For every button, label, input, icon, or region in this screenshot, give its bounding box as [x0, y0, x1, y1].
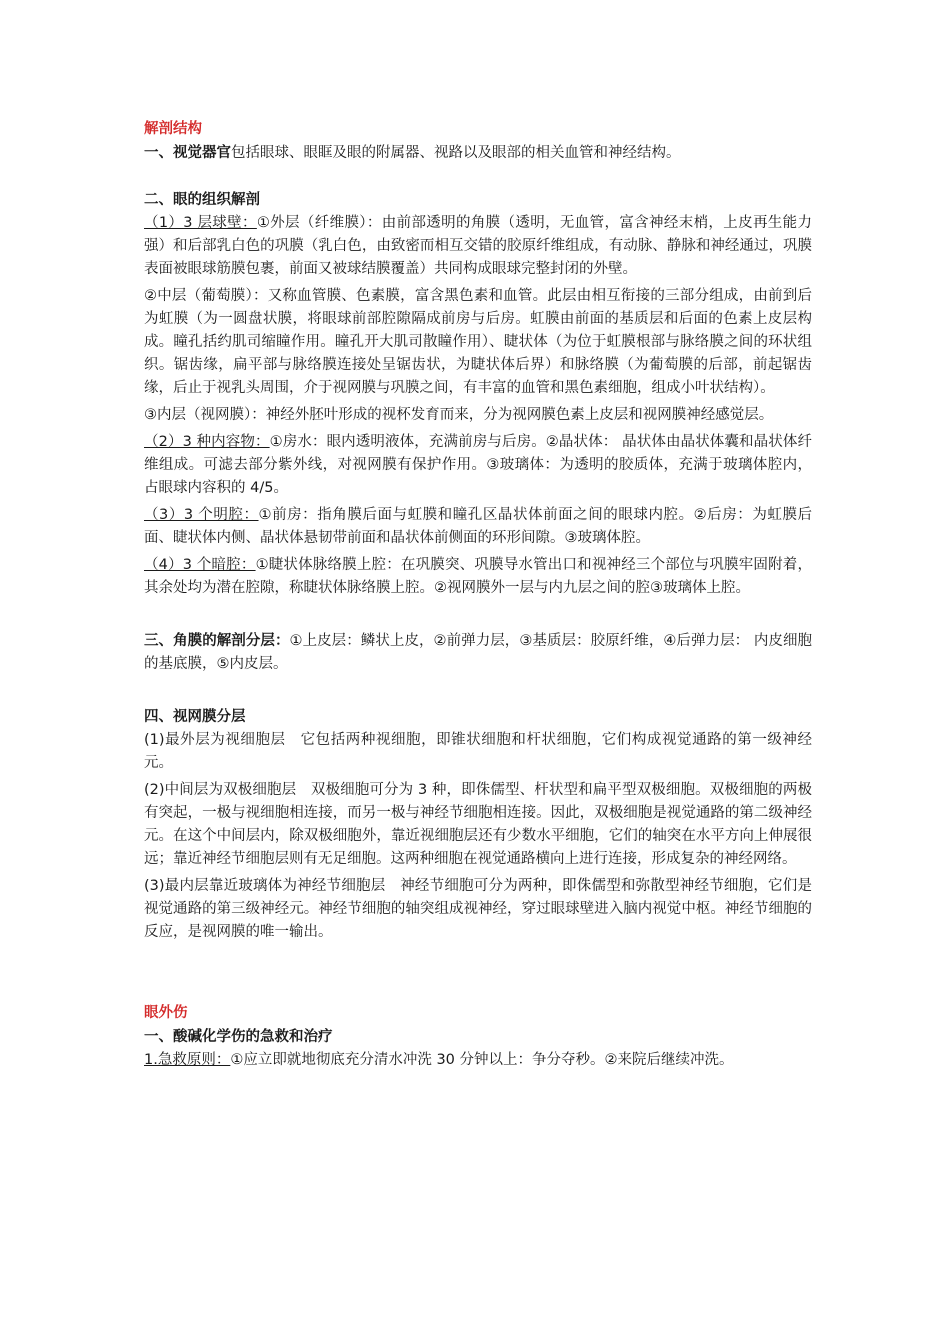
heading-visual-organ: 一、视觉器官 — [144, 145, 231, 161]
label-open-cavities: （3）3 个明腔： — [144, 507, 259, 523]
section-title-eye-trauma: 眼外伤 — [144, 1005, 188, 1021]
label-first-aid: 1.急救原则： — [144, 1052, 231, 1068]
paragraph-middle-layer: ②中层（葡萄膜）：又称血管膜、色素膜，富含黑色素和血管。此层由相互衔接的三部分组成，由前到后为虹膜（为一圆盘状膜，将眼球前部腔隙隔成前房与后房。虹膜由前面的基质层和后面的色素上皮层构成。瞳孔括约肌司缩瞳作用。瞳孔开大肌司散瞳作用）、睫状体（为位于虹膜根部与脉络膜之间的环状组织。锯齿缘，扁平部与脉络膜连接处呈锯齿状，为睫状体后界）和脉络膜（为葡萄膜的后部，前起锯齿缘，后止于视乳头周围，介于视网膜与巩膜之间，有丰富的血管和黑色素细胞，组成小叶状结构）。 — [144, 288, 812, 396]
text-contents: ①房水：眼内透明液体，充满前房与后房。②晶状体： 晶状体由晶状体囊和晶状体纤维组成。可滤去部分紫外线，对视网膜有保护作用。③玻璃体：为透明的胶质体，充满于玻璃体腔内， 占眼球内容积的 4/5。 — [144, 434, 812, 496]
heading-cornea-layers: 三、角膜的解剖分层： — [144, 633, 290, 649]
text-visual-organ: 包括眼球、眼眶及眼的附属器、视路以及眼部的相关血管和神经结构。 — [231, 145, 681, 161]
text-closed-cavities: ①睫状体脉络膜上腔：在巩膜突、巩膜导水管出口和视神经三个部位与巩膜牢固附着，其余处均为潜在腔隙，称睫状体脉络膜上腔。②视网膜外一层与内九层之间的腔③玻璃体上腔。 — [144, 557, 812, 596]
text-eyeball-wall: ①外层（纤维膜）：由前部透明的角膜（透明，无血管，富含神经末梢，上皮再生能力强）和后部乳白色的巩膜（乳白色，由致密而相互交错的胶原纤维组成，有动脉、静脉和神经通过，巩膜表面被眼球筋膜包裹，前面又被球结膜覆盖）共同构成眼球完整封闭的外壁。 — [144, 215, 813, 277]
heading-chemical-injury: 一、酸碱化学伤的急救和治疗 — [144, 1029, 333, 1045]
label-contents: （2）3 种内容物： — [144, 434, 270, 450]
text-cornea-layers: ①上皮层：鳞状上皮，②前弹力层，③基质层：胶原纤维，④后弹力层： 内皮细胞的基底膜，⑤内皮层。 — [144, 633, 813, 672]
paragraph-open-cavities — [144, 504, 812, 550]
paragraph-retina-outer: (1)最外层为视细胞层 它包括两种视细胞，即锥状细胞和杆状细胞，它们构成视觉通路的第一级神经元。 — [144, 732, 812, 771]
paragraph-inner-layer: ③内层（视网膜）：神经外胚叶形成的视杯发育而来，分为视网膜色素上皮层和视网膜神经感觉层。 — [144, 407, 774, 423]
paragraph-visual-organ — [144, 142, 812, 165]
paragraph-retina-middle: (2)中间层为双极细胞层 双极细胞可分为 3 种，即侏儒型、杆状型和扁平型双极细胞。双极细胞的两极有突起，一极与视细胞相连接，而另一极与神经节细胞相连接。因此，双极细胞是视觉通路的第二级神经元。在这个中间层内，除双极细胞外，靠近视细胞层还有少数水平细胞，它们的轴突在水平方向上伸展很远；靠近神经节细胞层则有无足细胞。这两种细胞在视觉通路横向上进行连接，形成复杂的神经网络。 — [144, 782, 812, 867]
text-open-cavities: ①前房：指角膜后面与虹膜和瞳孔区晶状体前面之间的眼球内腔。②后房：为虹膜后面、睫状体内侧、晶状体悬韧带前面和晶状体前侧面的环形间隙。③玻璃体腔。 — [144, 507, 813, 546]
document-page — [144, 118, 812, 1076]
heading-eye-tissue: 二、眼的组织解剖 — [144, 192, 260, 208]
section-title-anatomy: 解剖结构 — [144, 121, 202, 137]
paragraph-closed-cavities — [144, 554, 812, 600]
paragraph-cornea-layers — [144, 630, 812, 676]
label-closed-cavities: （4）3 个暗腔： — [144, 557, 256, 573]
paragraph-contents — [144, 431, 812, 500]
heading-retina-layers: 四、视网膜分层 — [144, 709, 246, 725]
paragraph-eyeball-wall — [144, 212, 812, 281]
text-first-aid: ①应立即就地彻底充分清水冲洗 30 分钟以上：争分夺秒。②来院后继续冲洗。 — [230, 1052, 734, 1068]
paragraph-first-aid — [144, 1049, 812, 1072]
label-eyeball-wall: （1）3 层球壁： — [144, 215, 257, 231]
paragraph-retina-inner: (3)最内层靠近玻璃体为神经节细胞层 神经节细胞可分为两种，即侏儒型和弥散型神经节细胞，它们是视觉通路的第三级神经元。神经节细胞的轴突组成视神经，穿过眼球壁进入脑内视觉中枢。神经节细胞的反应，是视网膜的唯一输出。 — [144, 878, 812, 940]
